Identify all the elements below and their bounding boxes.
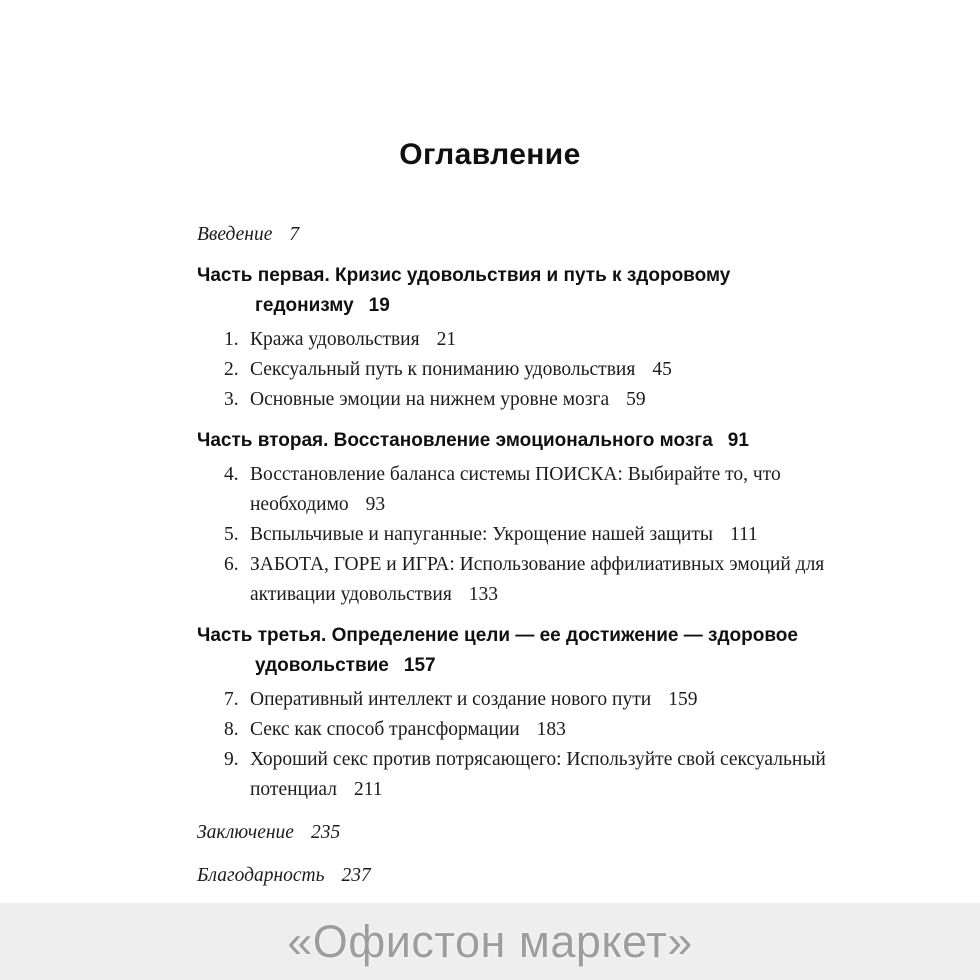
toc-entry-label: Кража удовольствия bbox=[250, 329, 420, 350]
page-title: Оглавление bbox=[399, 138, 581, 171]
toc-entry bbox=[197, 385, 845, 415]
toc-entry-page: 133 bbox=[468, 584, 499, 605]
toc-entry-conclusion bbox=[197, 818, 845, 848]
toc-entry-number: 3. bbox=[224, 389, 239, 410]
toc-entry-label: Восстановление баланса системы ПОИСКА: Выбирайте то, что необходимо bbox=[250, 464, 781, 515]
toc-entry-label: Оперативный интеллект и создание нового пути bbox=[250, 689, 652, 710]
toc-content bbox=[197, 220, 845, 891]
toc-entry-page: 59 bbox=[626, 389, 646, 410]
toc-entry bbox=[197, 715, 845, 745]
toc-entry-label: ЗАБОТА, ГОРЕ и ИГРА: Использование аффилиативных эмоций для активации удовольствия bbox=[250, 554, 825, 605]
toc-entry-page: 159 bbox=[668, 689, 698, 710]
toc-entry-label: Благодарность bbox=[197, 865, 325, 886]
toc-entry-label: Введение bbox=[197, 224, 273, 245]
toc-entry bbox=[197, 460, 845, 520]
toc-entry-number: 2. bbox=[224, 359, 239, 380]
toc-entry-acknowledgements bbox=[197, 861, 845, 891]
part-heading-3 bbox=[197, 621, 845, 681]
toc-entry-number: 4. bbox=[224, 464, 239, 485]
toc-entry-page: 93 bbox=[365, 494, 386, 515]
toc-entry-label: Секс как способ трансформации bbox=[250, 719, 520, 740]
toc-entry-page: 235 bbox=[310, 822, 341, 843]
toc-entry-label: Сексуальный путь к пониманию удовольствия bbox=[250, 359, 636, 380]
toc-entry-page: 211 bbox=[353, 779, 383, 800]
toc-entry-label: Вспыльчивые и напуганные: Укрощение нашей защиты bbox=[250, 524, 713, 545]
part-heading-page: 19 bbox=[368, 295, 390, 316]
toc-entry-intro bbox=[197, 220, 845, 250]
toc-entry bbox=[197, 550, 845, 610]
part-heading-1 bbox=[197, 261, 845, 321]
toc-entry-label: Заключение bbox=[197, 822, 294, 843]
watermark-band bbox=[0, 903, 980, 980]
toc-entry-number: 5. bbox=[224, 524, 239, 545]
toc-entry bbox=[197, 520, 845, 550]
toc-entry-number: 8. bbox=[224, 719, 239, 740]
toc-entry-page: 237 bbox=[341, 865, 371, 886]
toc-entry-page: 183 bbox=[536, 719, 566, 740]
toc-entry-label: Хороший секс против потрясающего: Используйте свой сексуальный потенциал bbox=[250, 749, 826, 800]
part-heading-page: 157 bbox=[403, 655, 436, 676]
part-heading-label: Часть третья. Определение цели — ее достижение — здоровое удовольствие bbox=[197, 625, 798, 676]
toc-entry-page: 7 bbox=[289, 224, 300, 245]
toc-entry-number: 1. bbox=[224, 329, 239, 350]
toc-entry-number: 7. bbox=[224, 689, 239, 710]
toc-entry-page: 45 bbox=[652, 359, 672, 380]
toc-entry bbox=[197, 685, 845, 715]
toc-entry bbox=[197, 325, 845, 355]
part-heading-label: Часть вторая. Восстановление эмоционального мозга bbox=[197, 430, 713, 451]
part-heading-page: 91 bbox=[727, 430, 749, 451]
toc-entry-page: 21 bbox=[436, 329, 457, 350]
watermark-text: «Офистон маркет» bbox=[287, 915, 693, 967]
part-heading-label: Часть первая. Кризис удовольствия и путь к здоровому гедонизму bbox=[197, 265, 731, 316]
toc-entry bbox=[197, 355, 845, 385]
toc-entry-label: Основные эмоции на нижнем уровне мозга bbox=[250, 389, 610, 410]
toc-entry-number: 6. bbox=[224, 554, 239, 575]
toc-entry-page: 111 bbox=[729, 524, 758, 545]
part-heading-2 bbox=[197, 426, 845, 456]
toc-entry-number: 9. bbox=[224, 749, 239, 770]
toc-entry bbox=[197, 745, 845, 805]
